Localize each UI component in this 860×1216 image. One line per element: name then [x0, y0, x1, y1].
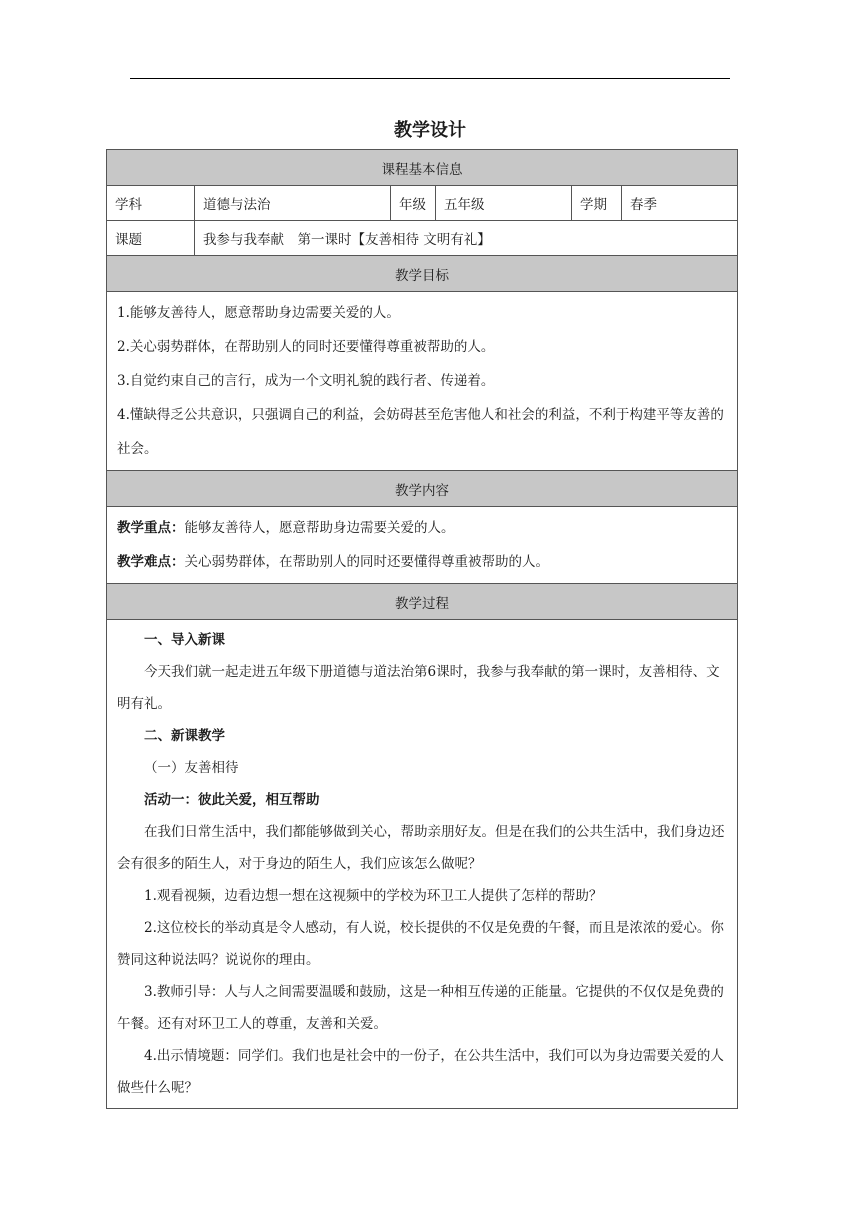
content-body [107, 507, 738, 584]
section-title: 二、新课教学 [144, 728, 225, 744]
paragraph: 2.这位校长的举动真是令人感动，有人说，校长提供的不仅是免费的午餐，而且是浓浓的爱心。你赞同这种说法吗？说说你的理由。 [117, 920, 724, 968]
topic-value: 我参与我奉献 第一课时【友善相待 文明有礼】 [195, 221, 738, 256]
term-value: 春季 [622, 186, 738, 221]
difficult-point-label: 教学难点： [117, 554, 185, 570]
subject-value: 道德与法治 [195, 186, 391, 221]
grade-value: 五年级 [436, 186, 572, 221]
content-header: 教学内容 [107, 471, 738, 507]
section-title: 一、导入新课 [144, 632, 225, 648]
lesson-plan-table [106, 149, 738, 1109]
page-title: 教学设计 [394, 120, 466, 141]
goals-header: 教学目标 [107, 256, 738, 292]
difficult-point-text: 关心弱势群体，在帮助别人的同时还要懂得尊重被帮助的人。 [184, 554, 549, 570]
key-point-label: 教学重点： [117, 520, 185, 536]
basic-info-header: 课程基本信息 [107, 150, 738, 186]
process-header: 教学过程 [107, 584, 738, 620]
topic-label: 课题 [107, 221, 195, 256]
goal-item: 3.自觉约束自己的言行，成为一个文明礼貌的践行者、传递着。 [117, 373, 495, 389]
goal-item: 2.关心弱势群体，在帮助别人的同时还要懂得尊重被帮助的人。 [117, 339, 495, 355]
process-body [107, 620, 738, 1109]
activity-title: 活动一：彼此关爱，相互帮助 [144, 792, 320, 808]
paragraph: 在我们日常生活中，我们都能够做到关心，帮助亲朋好友。但是在我们的公共生活中，我们身边还会有很多的陌生人，对于身边的陌生人，我们应该怎么做呢？ [117, 824, 725, 872]
subsection-title: （一）友善相待 [144, 760, 239, 776]
grade-label: 年级 [391, 186, 436, 221]
key-point-text: 能够友善待人，愿意帮助身边需要关爱的人。 [184, 520, 455, 536]
header-rule [130, 78, 730, 79]
subject-label: 学科 [107, 186, 195, 221]
paragraph: 今天我们就一起走进五年级下册道德与道法治第6课时，我参与我奉献的第一课时，友善相待、文明有礼。 [117, 664, 720, 712]
goal-item: 1.能够友善待人，愿意帮助身边需要关爱的人。 [117, 305, 400, 321]
goals-body [107, 292, 738, 471]
term-label: 学期 [572, 186, 622, 221]
goal-item: 4.懂缺得乏公共意识，只强调自己的利益，会妨碍甚至危害他人和社会的利益，不利于构建平等友善的社会。 [117, 407, 724, 457]
paragraph: 1.观看视频，边看边想一想在这视频中的学校为环卫工人提供了怎样的帮助？ [144, 888, 603, 904]
paragraph: 3.教师引导：人与人之间需要温暖和鼓励，这是一种相互传递的正能量。它提供的不仅仅是免费的午餐。还有对环卫工人的尊重，友善和关爱。 [117, 984, 724, 1032]
paragraph: 4.出示情境题：同学们。我们也是社会中的一份子，在公共生活中，我们可以为身边需要关爱的人做些什么呢？ [117, 1048, 724, 1096]
